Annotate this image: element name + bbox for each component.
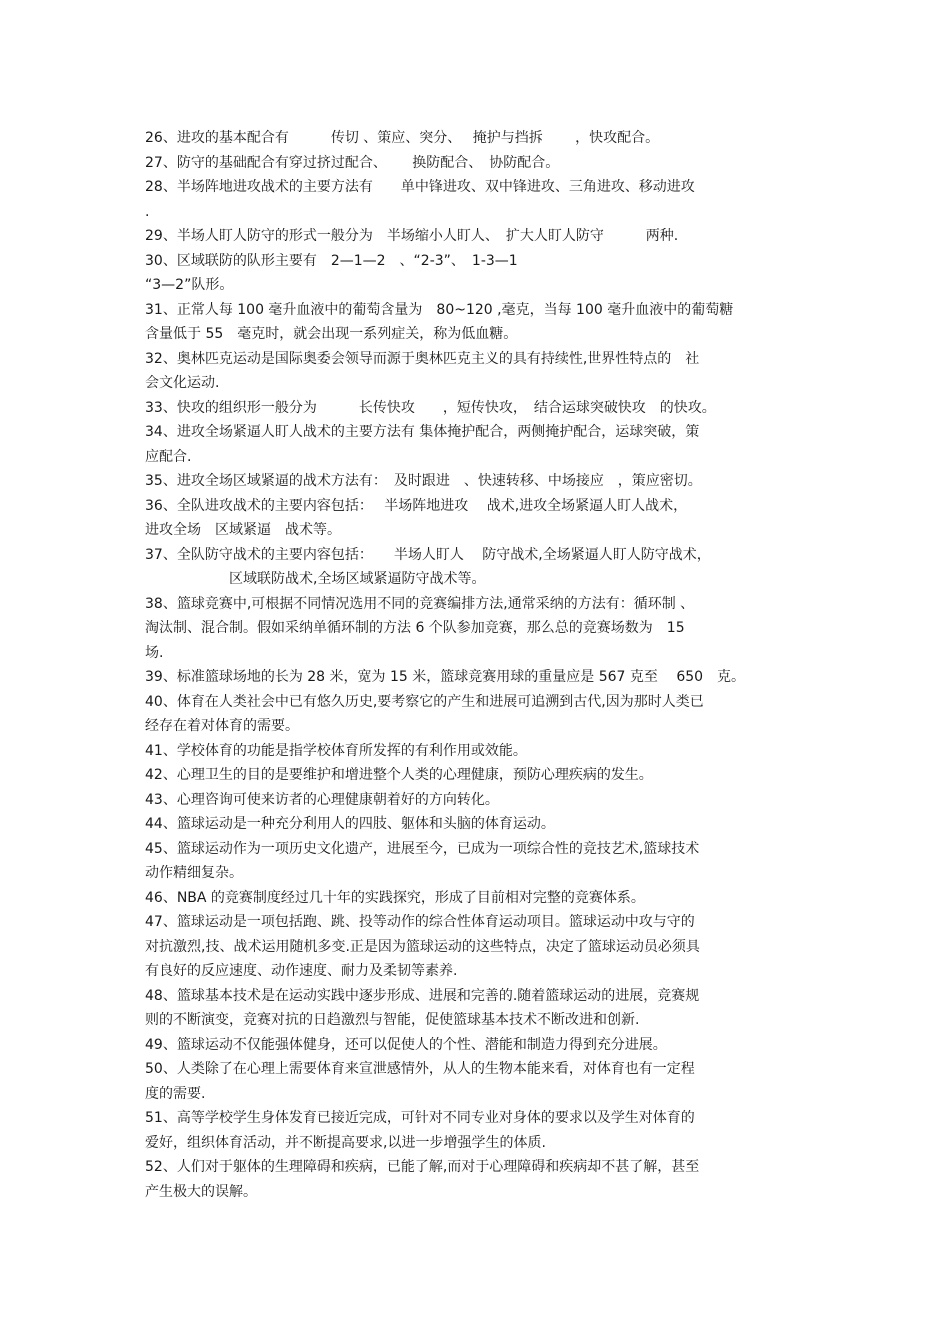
text-line: “3—2”队形。 <box>145 277 234 293</box>
text-line: 26、进攻的基本配合有 传切 、策应、突分、 掩护与挡拆 ，快攻配合。 <box>145 130 660 146</box>
text-line: 对抗激烈,技、战术运用随机多变.正是因为篮球运动的这些特点，决定了篮球运动员必须具 <box>145 938 700 955</box>
text-line: 30、区域联防的队形主要有 2—1—2 、“2-3”、 1-3—1 <box>145 252 518 269</box>
text-line: 经存在着对体育的需要。 <box>145 718 299 734</box>
text-line: 度的需要. <box>145 1085 206 1102</box>
text-line: 45、篮球运动作为一项历史文化遗产，进展至今，已成为一项综合性的竞技艺术,篮球技术 <box>145 840 700 857</box>
text-line: 含量低于 55 毫克时，就会出现一系列症关，称为低血糖。 <box>145 326 518 342</box>
text-line: 52、人们对于躯体的生理障碍和疾病，已能了解,而对于心理障碍和疾病却不甚了解，甚至 <box>145 1159 700 1175</box>
text-line: 产生极大的误解。 <box>145 1183 257 1200</box>
text-line: 35、进攻全场区域紧逼的战术方法有： 及时跟进 、快速转移、中场接应 ，策应密切。 <box>145 473 702 489</box>
text-line: 区域联防战术,全场区域紧逼防守战术等。 <box>145 571 486 587</box>
text-line: 44、篮球运动是一种充分利用人的四肢、躯体和头脑的体育运动。 <box>145 816 555 832</box>
text-line: 47、篮球运动是一项包括跑、跳、投等动作的综合性体育运动项目。篮球运动中攻与守的 <box>145 914 695 930</box>
text-line: 50、人类除了在心理上需要体育来宣泄感情外，从人的生物本能来看，对体育也有一定程 <box>145 1061 695 1077</box>
text-line: 28、半场阵地进攻战术的主要方法有 单中锋进攻、双中锋进攻、三角进攻、移动进攻 <box>145 179 695 195</box>
text-line: 则的不断演变，竞赛对抗的日趋激烈与智能，促使篮球基本技术不断改进和创新. <box>145 1012 640 1028</box>
text-line: 34、进攻全场紧逼人盯人战术的主要方法有 集体掩护配合，两侧掩护配合，运球突破，策 <box>145 424 700 440</box>
text-line: 应配合. <box>145 448 192 465</box>
text-line: 41、学校体育的功能是指学校体育所发挥的有利作用或效能。 <box>145 742 527 759</box>
text-line: 爱好，组织体育活动，并不断提高要求,以进一步增强学生的体质. <box>145 1134 546 1151</box>
text-line: . <box>145 203 150 220</box>
text-line: 37、全队防守战术的主要内容包括： 半场人盯人 防守战术,全场紧逼人盯人防守战术， <box>145 546 711 563</box>
document-body <box>145 126 825 1204</box>
text-line: 51、高等学校学生身体发育已接近完成，可针对不同专业对身体的要求以及学生对体育的 <box>145 1110 695 1126</box>
text-line: 31、正常人每 100 毫升血液中的葡萄含量为 80~120 ,毫克，当每 100 毫升血液中的葡萄糖 <box>145 301 734 318</box>
text-line: 动作精细复杂。 <box>145 865 243 881</box>
text-line: 32、奥林匹克运动是国际奥委会领导而源于奥林匹克主义的具有持续性,世界性特点的 社 <box>145 350 700 367</box>
text-line: 49、篮球运动不仅能强体健身，还可以促使人的个性、潜能和制造力得到充分进展。 <box>145 1036 667 1053</box>
text-line: 48、篮球基本技术是在运动实践中逐步形成、进展和完善的.随着篮球运动的进展，竞赛规 <box>145 987 700 1004</box>
text-line: 43、心理咨询可使来访者的心理健康朝着好的方向转化。 <box>145 791 499 808</box>
text-line: 29、半场人盯人防守的形式一般分为 半场缩小人盯人、 扩大人盯人防守 两种. <box>145 228 679 244</box>
text-line: 27、防守的基础配合有穿过挤过配合、 换防配合、 协防配合。 <box>145 154 560 171</box>
text-line: 38、篮球竞赛中,可根据不同情况选用不同的竞赛编排方法,通常采纳的方法有：循环制 、 <box>145 595 695 612</box>
text-line: 33、快攻的组织形一般分为 长传快攻 ，短传快攻， 结合运球突破快攻 的快攻。 <box>145 399 716 416</box>
text-line: 40、体育在人类社会中已有悠久历史,要考察它的产生和进展可追溯到古代,因为那时人类已 <box>145 693 704 710</box>
text-line: 39、标准篮球场地的长为 28 米，宽为 15 米，篮球竞赛用球的重量应是 567 克至 650 克。 <box>145 669 746 685</box>
text-line: 进攻全场 区域紧逼 战术等。 <box>145 522 341 538</box>
text-line: 淘汰制、混合制。假如采纳单循环制的方法 6 个队参加竞赛，那么总的竞赛场数为 15 <box>145 620 685 636</box>
text-line: 有良好的反应速度、动作速度、耐力及柔韧等素养. <box>145 963 458 979</box>
text-line: 会文化运动. <box>145 375 220 391</box>
text-line: 46、NBA 的竞赛制度经过几十年的实践探究，形成了目前相对完整的竞赛体系。 <box>145 889 645 906</box>
text-line: 场. <box>145 644 164 661</box>
text-line: 42、心理卫生的目的是要维护和增进整个人类的心理健康，预防心理疾病的发生。 <box>145 767 653 783</box>
text-line: 36、全队进攻战术的主要内容包括： 半场阵地进攻 战术,进攻全场紧逼人盯人战术， <box>145 497 688 514</box>
